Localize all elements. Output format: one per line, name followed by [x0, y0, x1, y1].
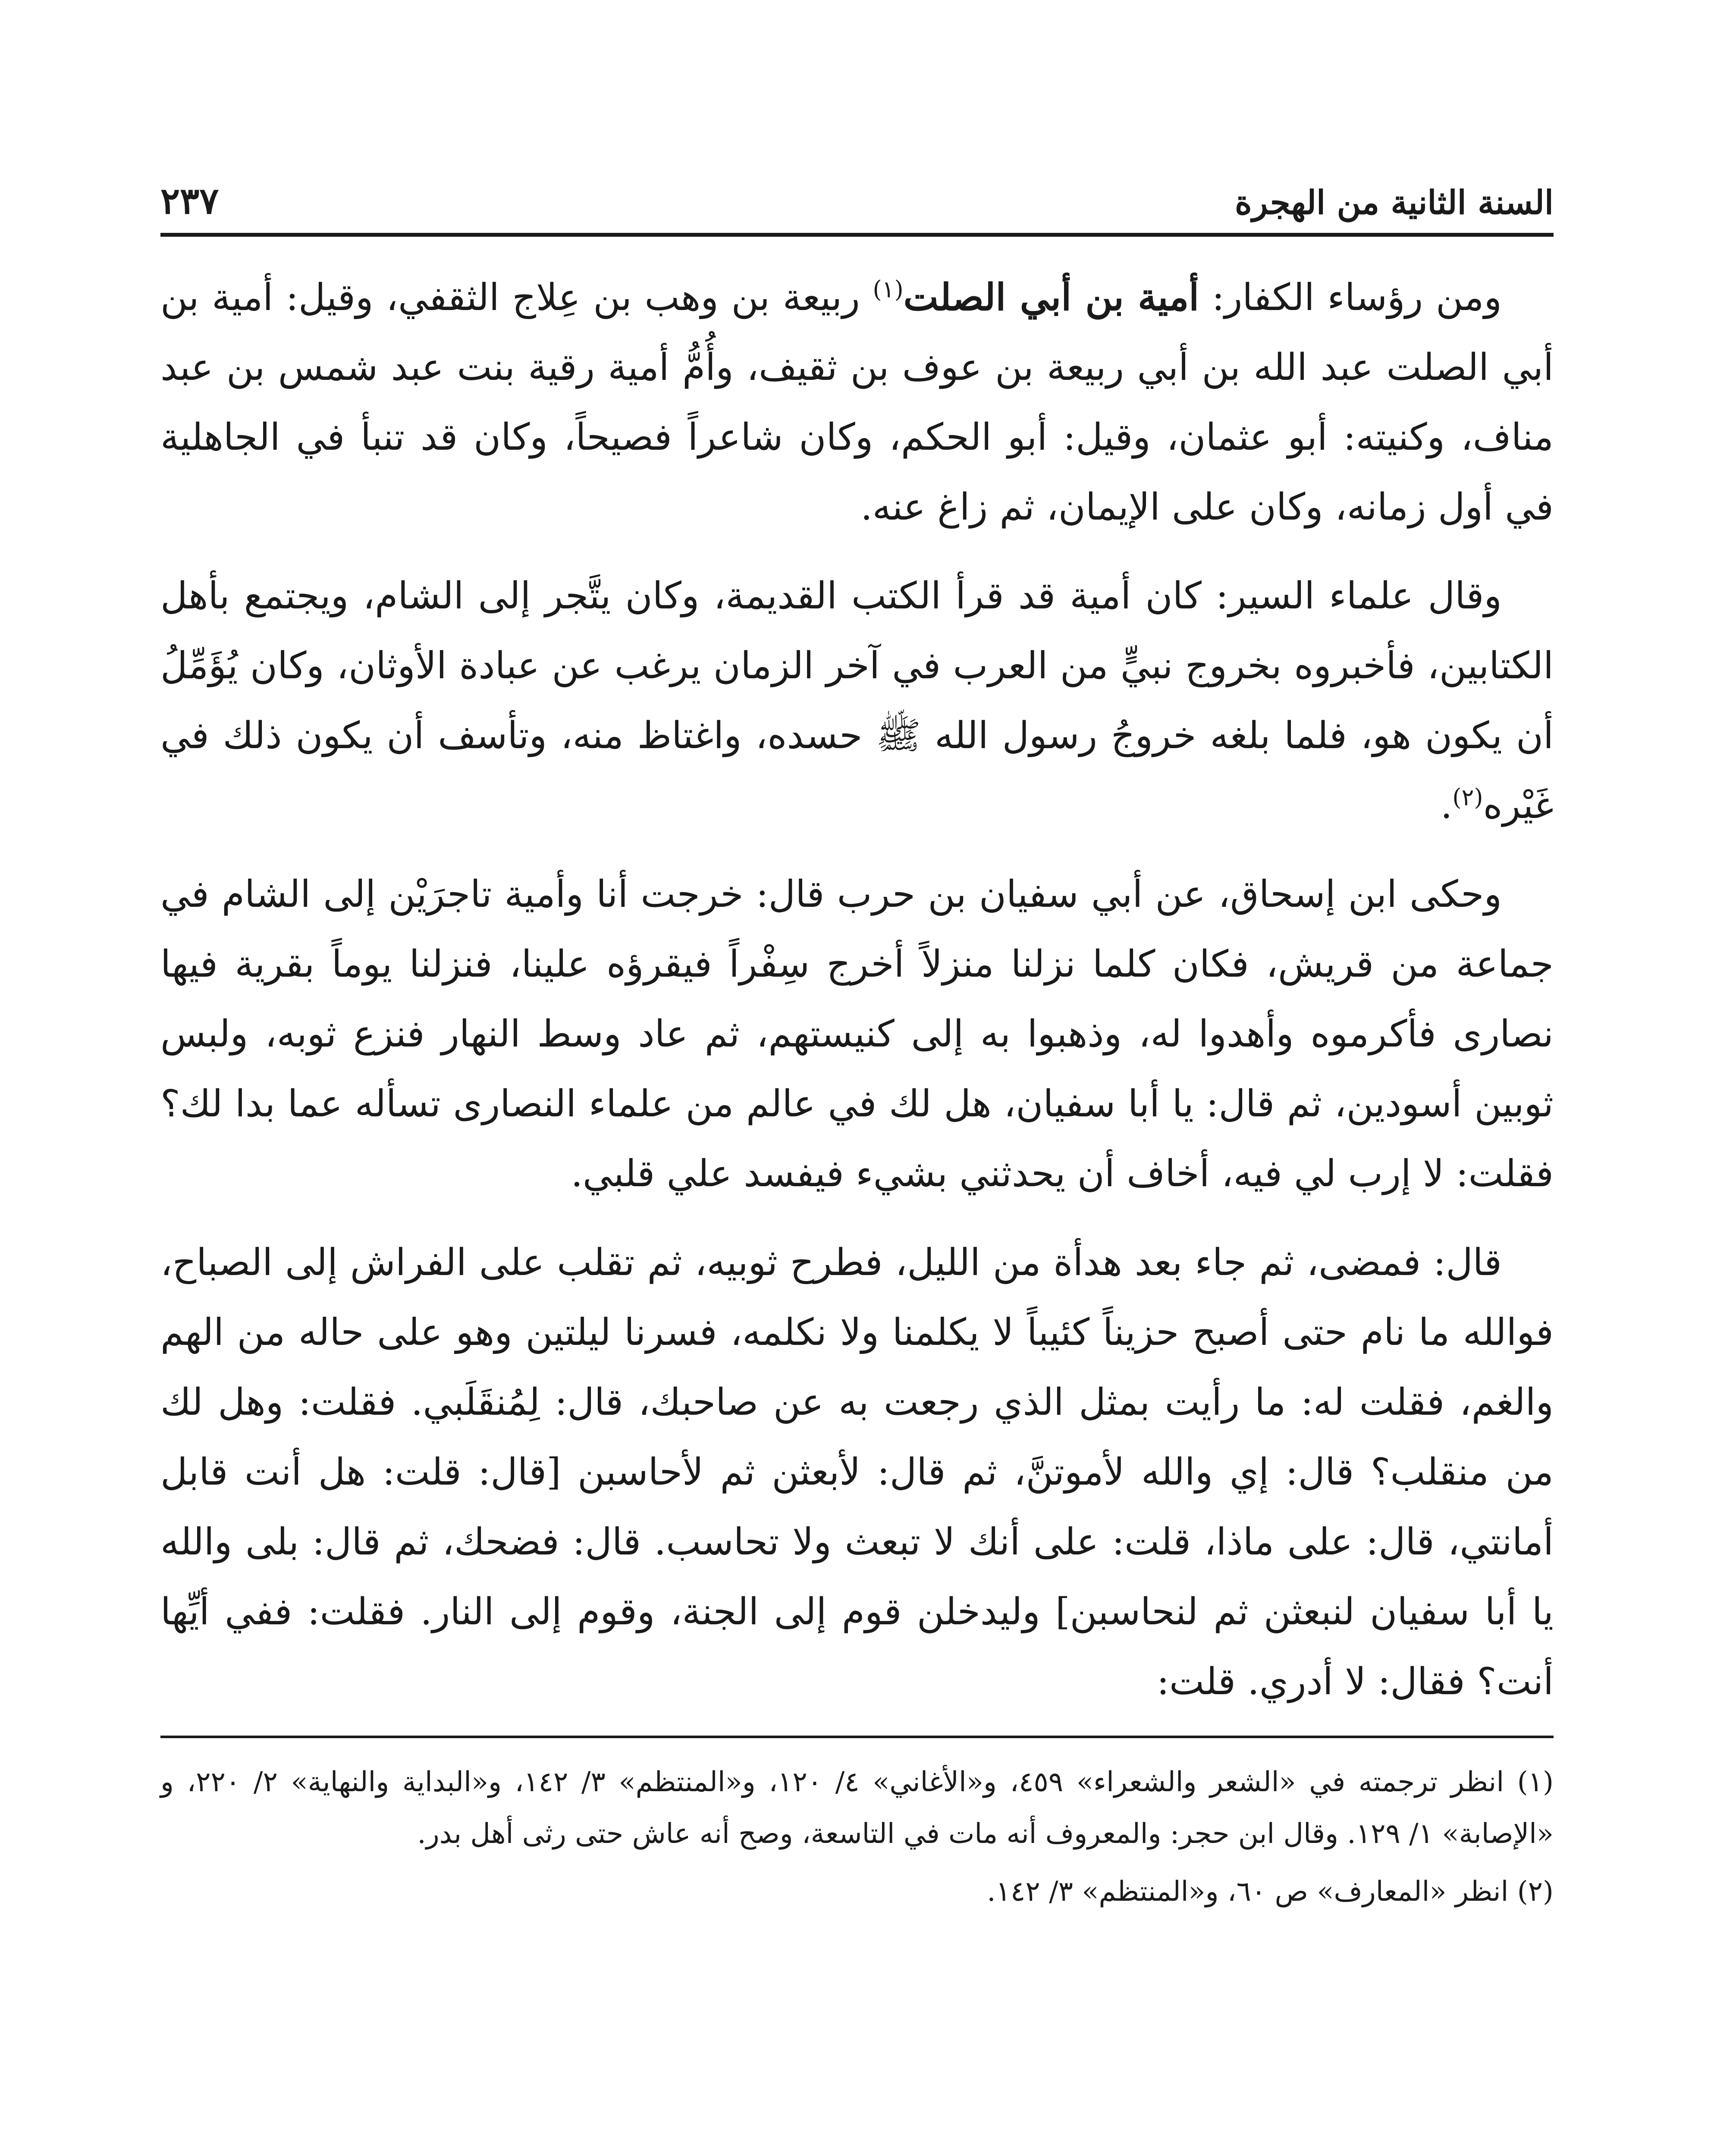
page-number: ٢٣٧ [160, 179, 219, 222]
bold-name: أمية بن أبي الصلت [903, 276, 1199, 319]
paragraph-scholars [160, 561, 1554, 840]
footnote-ref-2[interactable]: (٢) [1452, 783, 1483, 811]
paragraph-text: ربيعة بن وهب بن عِلاج الثقفي، وقيل: أمية بن أبي الصلت عبد الله بن أبي ربيعة بن عوف بن ثقيف، وأُمُّ أمية رقية بنت عبد شمس بن عبد مناف، وكنيته: أبو عثمان، وقيل: أبو الحكم، وكان شاعراً فصيحاً، وكان قد تنبأ في الجاهلية في أول زمانه، وكان على الإيمان، ثم زاغ عنه. [160, 276, 1554, 529]
paragraph-story-continued [160, 1228, 1554, 1717]
main-text [160, 263, 1554, 1717]
footnote-2: (٢) انظر «المعارف» ص ٦٠، و«المنتظم» ٣/ ١٤٢. [987, 1876, 1554, 1908]
paragraph-lead: ومن رؤساء الكفار: [1199, 276, 1502, 319]
page-header [160, 160, 1554, 233]
footnote-1: (١) انظر ترجمته في «الشعر والشعراء» ٤٥٩، و«الأغاني» ٤/ ١٢٠، و«المنتظم» ٣/ ١٤٢، و«البداية والنهاية» ٢/ ٢٢٠، و «الإصابة» ١/ ١٢٩. وقال ابن حجر: والمعروف أنه مات في التاسعة، وصح أنه عاش حتى رثى أهل بدر. [160, 1766, 1554, 1850]
footnote-ref-1[interactable]: (١) [873, 276, 904, 303]
footnote-rule [160, 1736, 1554, 1738]
paragraph-text: قال: فمضى، ثم جاء بعد هدأة من الليل، فطرح ثوبيه، ثم تقلب على الفراش إلى الصباح، فوالله ما نام حتى أصبح حزيناً كئيباً لا يكلمنا ولا نكلمه، فسرنا ليلتين وهو على حاله من الهم والغم، فقلت له: ما رأيت بمثل الذي رجعت به عن صاحبك، قال: لِمُنقَلَبي. فقلت: وهل لك من منقلب؟ قال: إي والله لأموتنَّ، ثم قال: لأبعثن ثم لأحاسبن [قال: قلت: هل أنت قابل أمانتي، قال: على ماذا، قلت: على أنك لا تبعث ولا تحاسب. قال: فضحك، ثم قال: بلى والله يا أبا سفيان لنبعثن ثم لنحاسبن] وليدخلن قوم إلى الجنة، وقوم إلى النار. فقلت: ففي أيِّها أنت؟ فقال: لا أدري. قلت: [160, 1241, 1554, 1703]
header-rule [160, 233, 1554, 237]
book-page [160, 160, 1554, 2156]
paragraph-text: وحكى ابن إسحاق، عن أبي سفيان بن حرب قال: خرجت أنا وأمية تاجرَيْن إلى الشام في جماعة من قريش، فكان كلما نزلنا منزلاً أخرج سِفْراً فيقرؤه علينا، فنزلنا يوماً بقرية فيها نصارى فأكرموه وأهدوا له، وذهبوا به إلى كنيستهم، ثم عاد وسط النهار فنزع ثوبه، ولبس ثوبين أسودين، ثم قال: يا أبا سفيان، هل لك في عالم من علماء النصارى تسأله عما بدا لك؟ فقلت: لا إرب لي فيه، أخاف أن يحدثني بشيء فيفسد علي قلبي. [160, 873, 1554, 1195]
paragraph-end: . [1441, 784, 1453, 827]
running-title: السنة الثانية من الهجرة [1235, 183, 1554, 222]
paragraph-text: وقال علماء السير: كان أمية قد قرأ الكتب القديمة، وكان يتَّجر إلى الشام، ويجتمع بأهل الكتابين، فأخبروه بخروج نبيٍّ من العرب في آخر الزمان يرغب عن عبادة الأوثان، وكان يُؤَمِّلُ أن يكون هو، فلما بلغه خروجُ رسول الله ﷺ حسده، واغتاظ منه، وتأسف أن يكون ذلك في غَيْره [160, 574, 1554, 827]
paragraph-ibn-ishaq [160, 859, 1554, 1209]
footnotes [160, 1756, 1554, 1918]
paragraph-umayya-intro [160, 263, 1554, 542]
